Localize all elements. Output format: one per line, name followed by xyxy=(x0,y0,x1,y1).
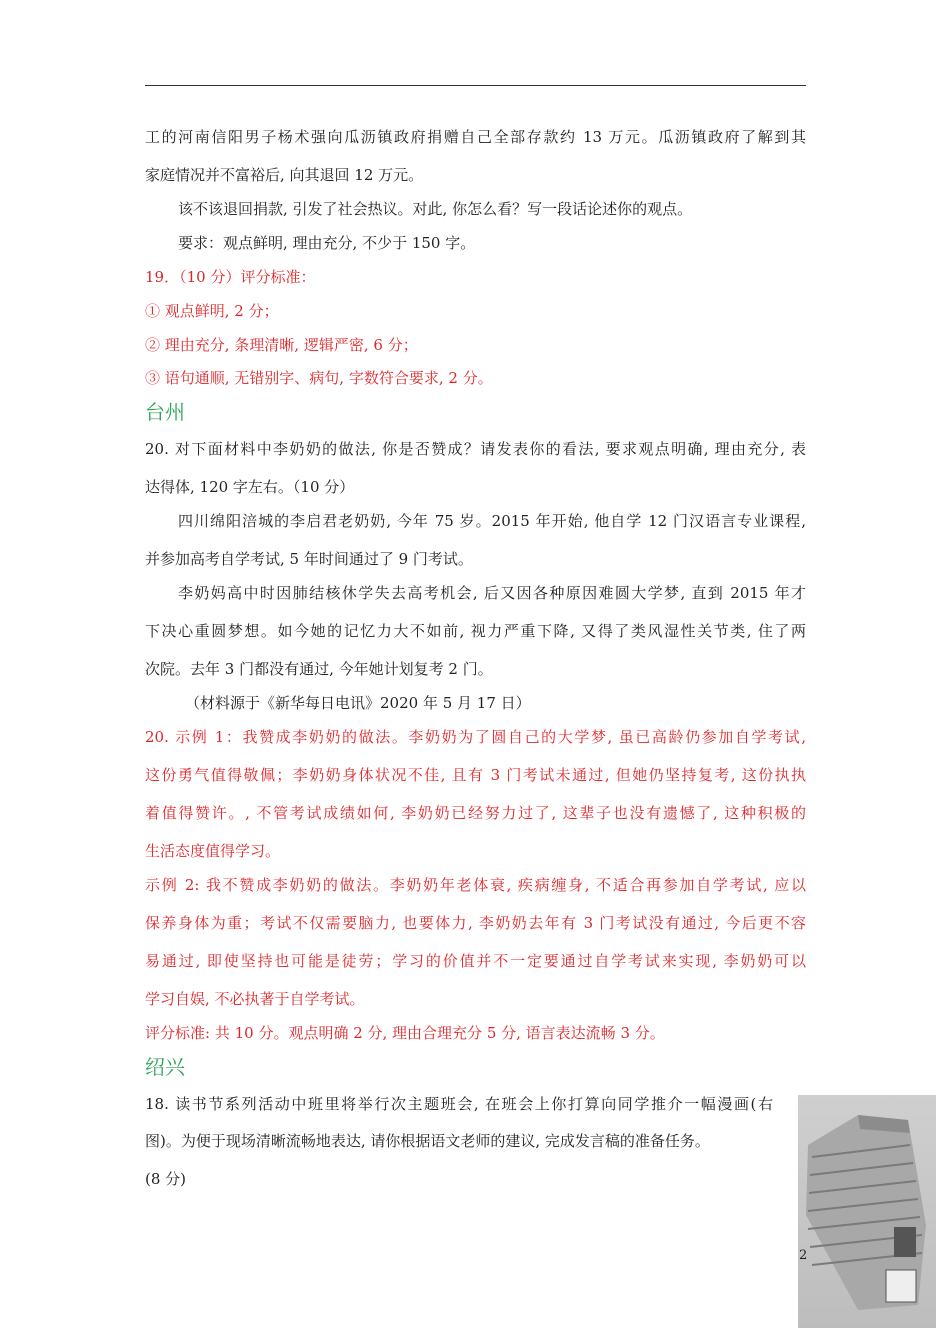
text-line: 20. 对下面材料中李奶奶的做法, 你是否赞成？请发表你的看法, 要求观点明确, 理由充分, 表 xyxy=(145,440,806,458)
cartoon-image xyxy=(798,1095,936,1328)
answer-line: ③ 语句通顺, 无错别字、病句, 字数符合要求, 2 分。 xyxy=(145,369,493,387)
text-line: 四川绵阳涪城的李启君老奶奶, 今年 75 岁。2015 年开始, 他自学 12 门汉语言专业课程, xyxy=(178,512,806,530)
answer-line: 学习自娱, 不必执著于自学考试。 xyxy=(145,990,365,1008)
source-citation: （材料源于《新华每日电讯》2020 年 5 月 17 日） xyxy=(185,694,531,712)
answer-line: ② 理由充分, 条理清晰, 逻辑严密, 6 分； xyxy=(145,336,418,354)
answer-line: 20. 示例 1：我赞成李奶奶的做法。李奶奶为了圆自己的大学梦, 虽已高龄仍参加自学考试, xyxy=(145,728,806,746)
text-line: 并参加高考自学考试, 5 年时间通过了 9 门考试。 xyxy=(145,550,473,568)
answer-line: 保养身体为重；考试不仅需要脑力, 也要体力, 李奶奶去年有 3 门考试没有通过, 今后更不容 xyxy=(145,914,806,932)
answer-line: ① 观点鲜明, 2 分； xyxy=(145,302,279,320)
answer-line: 示例 2: 我不赞成李奶奶的做法。李奶奶年老体衰, 疾病缠身, 不适合再参加自学考试, 应以 xyxy=(145,876,806,894)
answer-line: 评分标准: 共 10 分。观点明确 2 分, 理由合理充分 5 分, 语言表达流畅 3 分。 xyxy=(145,1024,665,1042)
answer-line: 19．（10 分）评分标准： xyxy=(145,268,316,286)
answer-line: 易通过, 即使坚持也可能是徒劳；学习的价值并不一定要通过自学考试来实现, 李奶奶可以 xyxy=(145,952,806,970)
text-line: 达得体, 120 字左右。（10 分） xyxy=(145,478,355,496)
region-heading: 绍兴 xyxy=(145,1055,185,1079)
text-line: 要求：观点鲜明, 理由充分, 不少于 150 字。 xyxy=(178,234,476,252)
text-line: 工的河南信阳男子杨术强向瓜沥镇政府捐赠自己全部存款约 13 万元。瓜沥镇政府了解到其 xyxy=(145,128,806,146)
text-line: 下决心重圆梦想。如今她的记忆力大不如前, 视力严重下降, 又得了类风湿性关节类, 住了两 xyxy=(145,622,806,640)
text-line: 家庭情况并不富裕后, 向其退回 12 万元。 xyxy=(145,166,424,184)
text-line: 该不该退回捐款, 引发了社会热议。对此, 你怎么看？写一段话论述你的观点。 xyxy=(178,200,693,218)
text-line: 图)。为便于现场清晰流畅地表达, 请你根据语文老师的建议, 完成发言稿的准备任务。 xyxy=(145,1132,710,1150)
answer-line: 这份勇气值得敬佩；李奶奶身体状况不佳, 且有 3 门考试未通过, 但她仍坚持复考, 这份执执 xyxy=(145,766,806,784)
answer-line: 着值得赞许。, 不管考试成绩如何, 李奶奶已经努力过了, 这辈子也没有遗憾了, 这种积极的 xyxy=(145,804,806,822)
text-line: (8 分) xyxy=(145,1170,187,1188)
region-heading: 台州 xyxy=(145,400,185,424)
text-line: 李奶妈高中时因肺结核休学失去高考机会, 后又因各种原因难圆大学梦, 直到 2015 年才 xyxy=(178,584,806,602)
answer-line: 生活态度值得学习。 xyxy=(145,842,281,860)
text-line: 次院。去年 3 门都没有通过, 今年她计划复考 2 门。 xyxy=(145,660,493,678)
text-line: 18. 读书节系列活动中班里将举行次主题班会, 在班会上你打算向同学推介一幅漫画(右 xyxy=(145,1095,773,1113)
header-rule xyxy=(145,85,806,86)
page-number: 2 xyxy=(799,1248,808,1263)
